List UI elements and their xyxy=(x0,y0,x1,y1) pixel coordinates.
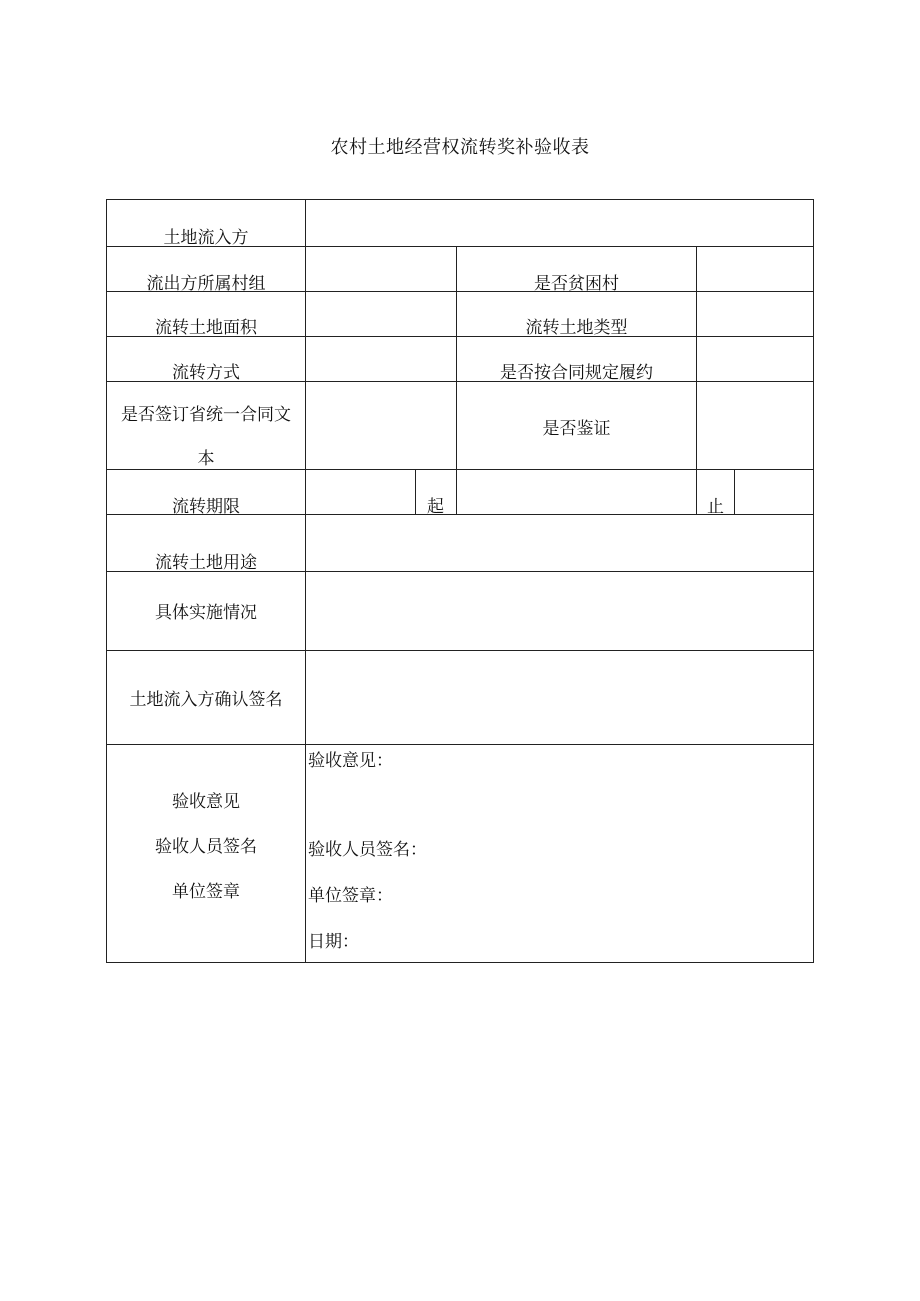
field-period-end-extra[interactable] xyxy=(734,469,814,514)
label-land-use-text: 流转土地用途 xyxy=(155,553,257,573)
field-poor-village[interactable] xyxy=(696,246,814,291)
label-transfer-area-text: 流转土地面积 xyxy=(155,318,257,338)
date-field: 日期： xyxy=(308,932,359,952)
label-inflow-signature-text: 土地流入方确认签名 xyxy=(129,690,283,710)
field-land-use[interactable] xyxy=(305,514,814,571)
label-acceptance-opinion: 验收意见 xyxy=(172,792,240,812)
acceptance-opinion-field: 验收意见： xyxy=(308,751,393,771)
label-provincial-contract xyxy=(106,381,305,469)
label-poor-village xyxy=(456,246,696,294)
label-transfer-method-text: 流转方式 xyxy=(172,363,240,383)
label-transfer-land-type-text: 流转土地类型 xyxy=(525,318,628,338)
field-contract-performed[interactable] xyxy=(696,336,814,381)
field-implementation[interactable] xyxy=(305,571,814,650)
label-transfer-land-type xyxy=(456,291,696,336)
label-transfer-period xyxy=(106,469,305,517)
field-acceptance[interactable] xyxy=(305,744,814,963)
label-transfer-method xyxy=(106,336,305,381)
field-transfer-method[interactable] xyxy=(305,336,456,381)
label-provincial-contract-line2: 本 xyxy=(197,449,215,469)
label-inflow-party-text: 土地流入方 xyxy=(163,228,249,248)
label-start xyxy=(415,469,456,517)
field-inflow-party[interactable] xyxy=(305,199,814,246)
label-acceptor-signature: 验收人员签名 xyxy=(155,837,257,857)
label-inflow-party xyxy=(106,199,305,246)
form-title: 农村土地经营权流转奖补验收表 xyxy=(330,137,590,158)
label-implementation xyxy=(106,571,305,650)
field-period-end-date[interactable] xyxy=(456,469,696,514)
label-end-text: 止 xyxy=(707,497,724,517)
acceptor-signature-field: 验收人员签名： xyxy=(308,840,427,860)
label-unit-seal: 单位签章 xyxy=(172,882,240,902)
label-start-text: 起 xyxy=(427,497,444,517)
label-contract-performed-text: 是否按合同规定履约 xyxy=(500,363,653,383)
label-transfer-period-text: 流转期限 xyxy=(172,497,240,517)
label-end xyxy=(696,469,734,517)
label-provincial-contract-line1: 是否签订省统一合同文 xyxy=(121,405,291,425)
field-period-start-date[interactable] xyxy=(305,469,415,514)
field-provincial-contract[interactable] xyxy=(305,381,456,469)
unit-seal-field: 单位签章： xyxy=(308,886,393,906)
label-inflow-signature xyxy=(106,650,305,744)
label-outflow-village-group xyxy=(106,246,305,294)
label-transfer-area xyxy=(106,291,305,336)
label-notarized-text: 是否鉴证 xyxy=(542,419,611,439)
label-notarized xyxy=(456,381,696,469)
field-inflow-signature[interactable] xyxy=(305,650,814,744)
label-outflow-village-group-text: 流出方所属村组 xyxy=(146,274,266,294)
label-poor-village-text: 是否贫困村 xyxy=(534,274,619,294)
label-implementation-text: 具体实施情况 xyxy=(155,603,257,623)
field-transfer-land-type[interactable] xyxy=(696,291,814,336)
label-land-use xyxy=(106,514,305,571)
field-notarized[interactable] xyxy=(696,381,814,469)
field-outflow-village-group[interactable] xyxy=(305,246,456,291)
label-contract-performed xyxy=(456,336,696,381)
label-acceptance xyxy=(106,744,305,963)
field-transfer-area[interactable] xyxy=(305,291,456,336)
